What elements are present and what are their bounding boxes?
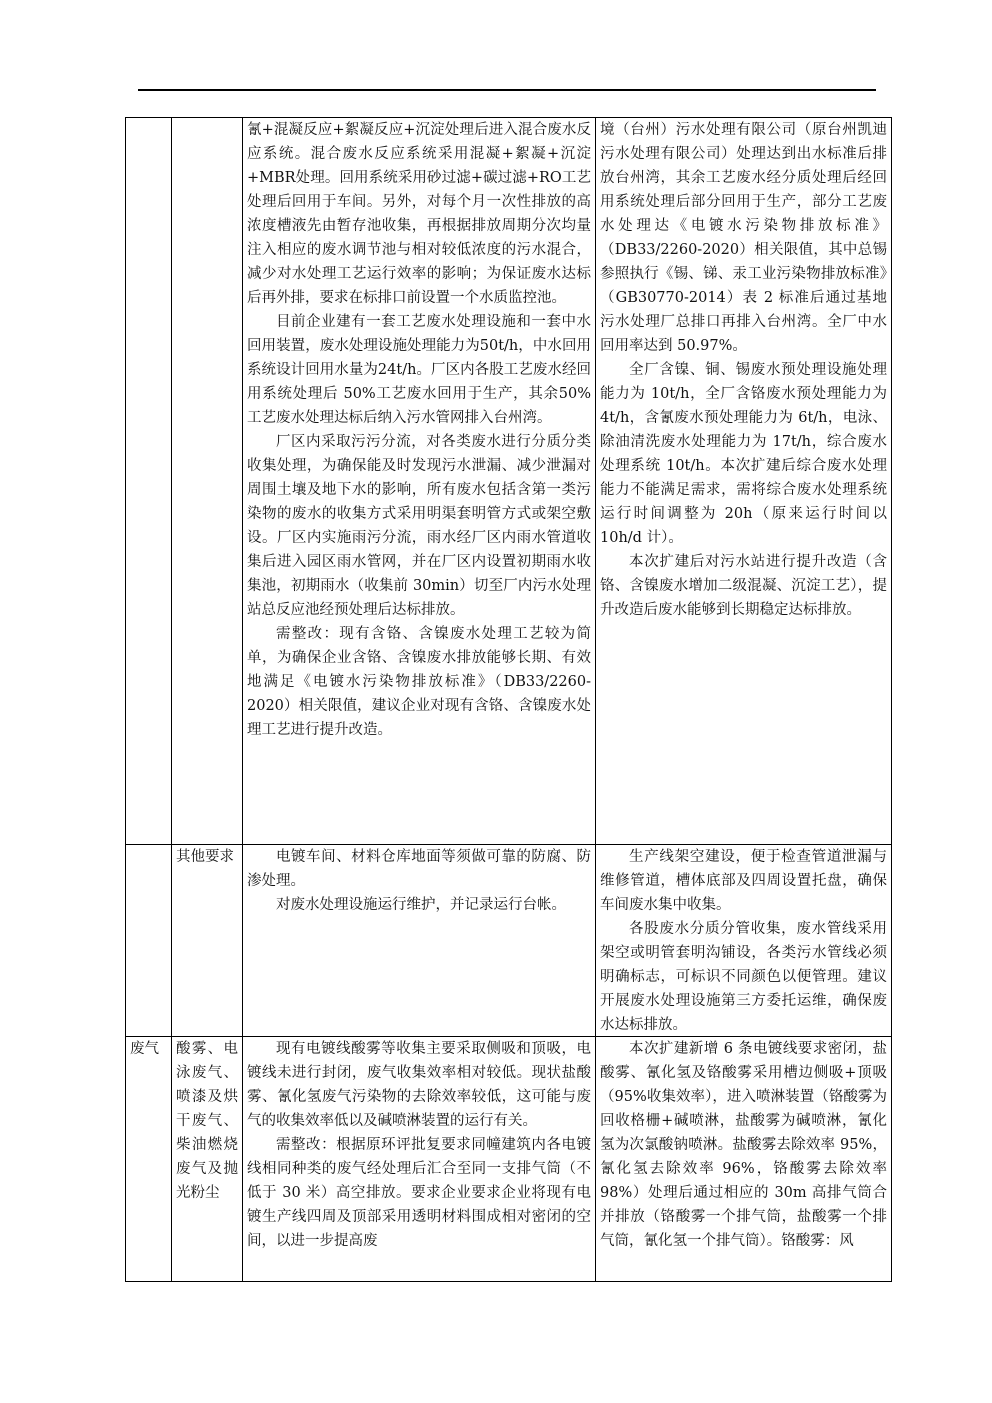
- paragraph: 厂区内采取污污分流，对各类废水进行分质分类收集处理，为确保能及时发现污水泄漏、减少泄漏对周围土壤及地下水的影响，所有废水包括含第一类污染物的废水的收集方式采用明渠套明管方式或架空敷设。厂区内实施雨污分流，雨水经厂区内雨水管道收集后进入园区雨水管网，并在厂区内设置初期雨水收集池，初期雨水（收集前 30min）切至厂内污水处理站总反应池经预处理后达标排放。: [247, 434, 591, 618]
- planned-measures-cell: [596, 845, 892, 1037]
- paragraph: 全厂含镍、铜、锡废水预处理设施处理能力为 10t/h，全厂含铬废水预处理能力为 4t/h，含氰废水预处理能力为 6t/h，电泳、除油清洗废水处理能力为 17t/h，综合废水处理系统 10t/h。本次扩建后综合废水处理能力不能满足需求，需将综合废水处理系统运行时间调整为 20h（原来运行时间以 10h/d 计）。: [600, 362, 887, 546]
- paragraph: 本次扩建新增 6 条电镀线要求密闭，盐酸雾、氰化氢及铬酸雾采用槽边侧吸+顶吸（95%收集效率），进入喷淋装置（铬酸雾为回收格栅+碱喷淋，盐酸雾为碱喷淋，氰化氢为次氯酸钠喷淋。盐酸雾去除效率 95%，氰化氢去除效率 96%，铬酸雾去除效率 98%）处理后通过相应的 30m 高排气筒合并排放（铬酸雾一个排气筒，盐酸雾一个排气筒，氰化氢一个排气筒）。铬酸雾：风: [600, 1041, 887, 1249]
- item-cell: 其他要求: [172, 845, 243, 1037]
- paragraph: 需整改：根据原环评批复要求同幢建筑内各电镀线相同种类的废气经处理后汇合至同一支排气筒（不低于 30 米）高空排放。要求企业要求企业将现有电镀生产线四周及顶部采用透明材料围成相对密闭的空间，以进一步提高废: [247, 1137, 591, 1249]
- paragraph: 现有电镀线酸雾等收集主要采取侧吸和顶吸，电镀线未进行封闭，废气收集效率相对较低。现状盐酸雾、氰化氢废气污染物的去除效率较低，这可能与废气的收集效率低以及碱喷淋装置的运行有关。: [247, 1041, 591, 1129]
- category-cell: [126, 118, 172, 845]
- paragraph: 对废水处理设施运行维护，并记录运行台帐。: [276, 897, 566, 913]
- current-measures-cell: [243, 118, 596, 845]
- item-cell: [172, 118, 243, 845]
- paragraph: 本次扩建后对污水站进行提升改造（含铬、含镍废水增加二级混凝、沉淀工艺），提升改造后废水能够到长期稳定达标排放。: [600, 554, 887, 618]
- planned-measures-cell: [596, 118, 892, 845]
- category-cell: 废气: [126, 1037, 172, 1282]
- table-row: [126, 1037, 892, 1282]
- paragraph: 各股废水分质分管收集，废水管线采用架空或明管套明沟铺设，各类污水管线必须明确标志，可标识不同颜色以便管理。建议开展废水处理设施第三方委托运维，确保废水达标排放。: [600, 921, 887, 1033]
- paragraph: 境（台州）污水处理有限公司（原台州凯迪污水处理有限公司）处理达到出水标准后排放台州湾，其余工艺废水经分质处理后经回用系统处理后部分回用于生产，部分工艺废水处理达《电镀水污染物排放标准》（DB33/2260-2020）相关限值，其中总锡参照执行《锡、锑、汞工业污染物排放标准》（GB30770-2014）表 2 标准后通过基地污水处理厂总排口再排入台州湾。全厂中水回用率达到 50.97%。: [600, 122, 887, 354]
- paragraph: 氰+混凝反应+絮凝反应+沉淀处理后进入混合废水反应系统。混合废水反应系统采用混凝+絮凝+沉淀+MBR处理。回用系统采用砂过滤+碳过滤+RO工艺处理后回用于车间。另外，对每个月一次性排放的高浓度槽液先由暂存池收集，再根据排放周期分次均量注入相应的废水调节池与相对较低浓度的污水混合，减少对水处理工艺运行效率的影响；为保证废水达标后再外排，要求在标排口前设置一个水质监控池。: [247, 122, 591, 306]
- current-measures-cell: [243, 845, 596, 1037]
- table-row: [126, 845, 892, 1037]
- current-measures-cell: [243, 1037, 596, 1282]
- paragraph: 目前企业建有一套工艺废水处理设施和一套中水回用装置，废水处理设施处理能力为50t/h，中水回用系统设计回用水量为24t/h。厂区内各股工艺废水经回用系统处理后 50%工艺废水回用于生产，其余50%工艺废水处理达标后纳入污水管网排入台州湾。: [247, 314, 591, 426]
- measures-table: [125, 117, 892, 1282]
- paragraph: 需整改：现有含铬、含镍废水处理工艺较为简单，为确保企业含铬、含镍废水排放能够长期、有效地满足《电镀水污染物排放标准》（DB33/2260-2020）相关限值，建议企业对现有含铬、含镍废水处理工艺进行提升改造。: [247, 626, 591, 738]
- header-rule: [138, 89, 876, 91]
- paragraph: 生产线架空建设，便于检查管道泄漏与维修管道，槽体底部及四周设置托盘，确保车间废水集中收集。: [600, 849, 887, 913]
- item-cell: 酸雾、电泳废气、喷漆及烘干废气、柴油燃烧废气及抛光粉尘: [172, 1037, 243, 1282]
- category-cell: [126, 845, 172, 1037]
- table-row: [126, 118, 892, 845]
- paragraph: 电镀车间、材料仓库地面等须做可靠的防腐、防渗处理。: [247, 849, 591, 889]
- planned-measures-cell: [596, 1037, 892, 1282]
